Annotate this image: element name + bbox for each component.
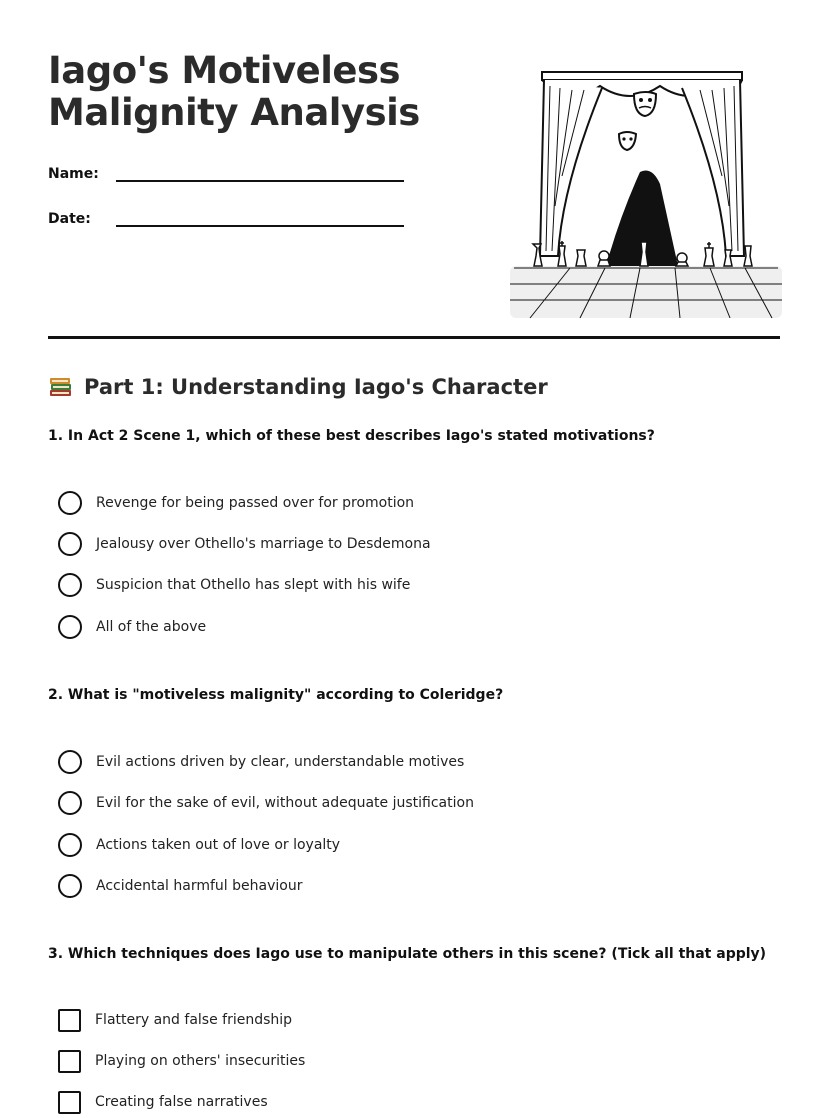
q1-option-1[interactable]	[58, 490, 414, 516]
date-input-line[interactable]	[116, 205, 404, 227]
radio-button[interactable]	[58, 750, 82, 774]
option-label: Creating false narratives	[95, 1094, 268, 1110]
q1-option-3[interactable]	[58, 572, 410, 598]
q2-option-2[interactable]	[58, 790, 474, 816]
radio-button[interactable]	[58, 491, 82, 515]
radio-button[interactable]	[58, 874, 82, 898]
q3-option-2[interactable]	[58, 1048, 305, 1074]
radio-button[interactable]	[58, 532, 82, 556]
option-label: Actions taken out of love or loyalty	[96, 837, 341, 853]
question-1: 1. In Act 2 Scene 1, which of these best describes Iago's stated motivations?	[48, 428, 655, 444]
name-label: Name:	[48, 166, 99, 182]
radio-button[interactable]	[58, 615, 82, 639]
theatre-stage-chess-illustration	[510, 66, 782, 322]
option-label: Evil for the sake of evil, without adequate justification	[96, 795, 474, 811]
option-label: Accidental harmful behaviour	[96, 878, 303, 894]
name-input-line[interactable]	[116, 160, 404, 182]
radio-button[interactable]	[58, 573, 82, 597]
option-label: Evil actions driven by clear, understandable motives	[96, 754, 465, 770]
q1-option-4[interactable]	[58, 614, 206, 640]
radio-button[interactable]	[58, 833, 82, 857]
q2-option-4[interactable]	[58, 873, 302, 899]
option-label: All of the above	[96, 619, 207, 635]
q3-option-3[interactable]	[58, 1089, 268, 1115]
checkbox[interactable]	[58, 1009, 81, 1032]
checkbox[interactable]	[58, 1091, 81, 1114]
question-2: 2. What is "motiveless malignity" according to Coleridge?	[48, 687, 504, 703]
q1-option-2[interactable]	[58, 531, 431, 557]
page-title: Iago's Motiveless Malignity Analysis	[48, 49, 420, 134]
section-divider	[48, 336, 780, 339]
name-field	[48, 160, 404, 182]
q2-option-3[interactable]	[58, 832, 340, 858]
date-label: Date:	[48, 211, 91, 227]
radio-button[interactable]	[58, 791, 82, 815]
checkbox[interactable]	[58, 1050, 81, 1073]
q3-option-1[interactable]	[58, 1007, 292, 1033]
option-label: Revenge for being passed over for promotion	[96, 495, 415, 511]
part1-heading	[48, 374, 548, 400]
part1-heading-text: Part 1: Understanding Iago's Character	[84, 375, 548, 399]
option-label: Jealousy over Othello's marriage to Desdemona	[96, 536, 431, 552]
date-field	[48, 205, 404, 227]
question-3: 3. Which techniques does Iago use to manipulate others in this scene? (Tick all that apply)	[48, 946, 767, 962]
option-label: Playing on others' insecurities	[95, 1053, 306, 1069]
option-label: Suspicion that Othello has slept with his wife	[96, 577, 411, 593]
option-label: Flattery and false friendship	[95, 1012, 293, 1028]
books-icon	[48, 374, 74, 400]
q2-option-1[interactable]	[58, 749, 464, 775]
